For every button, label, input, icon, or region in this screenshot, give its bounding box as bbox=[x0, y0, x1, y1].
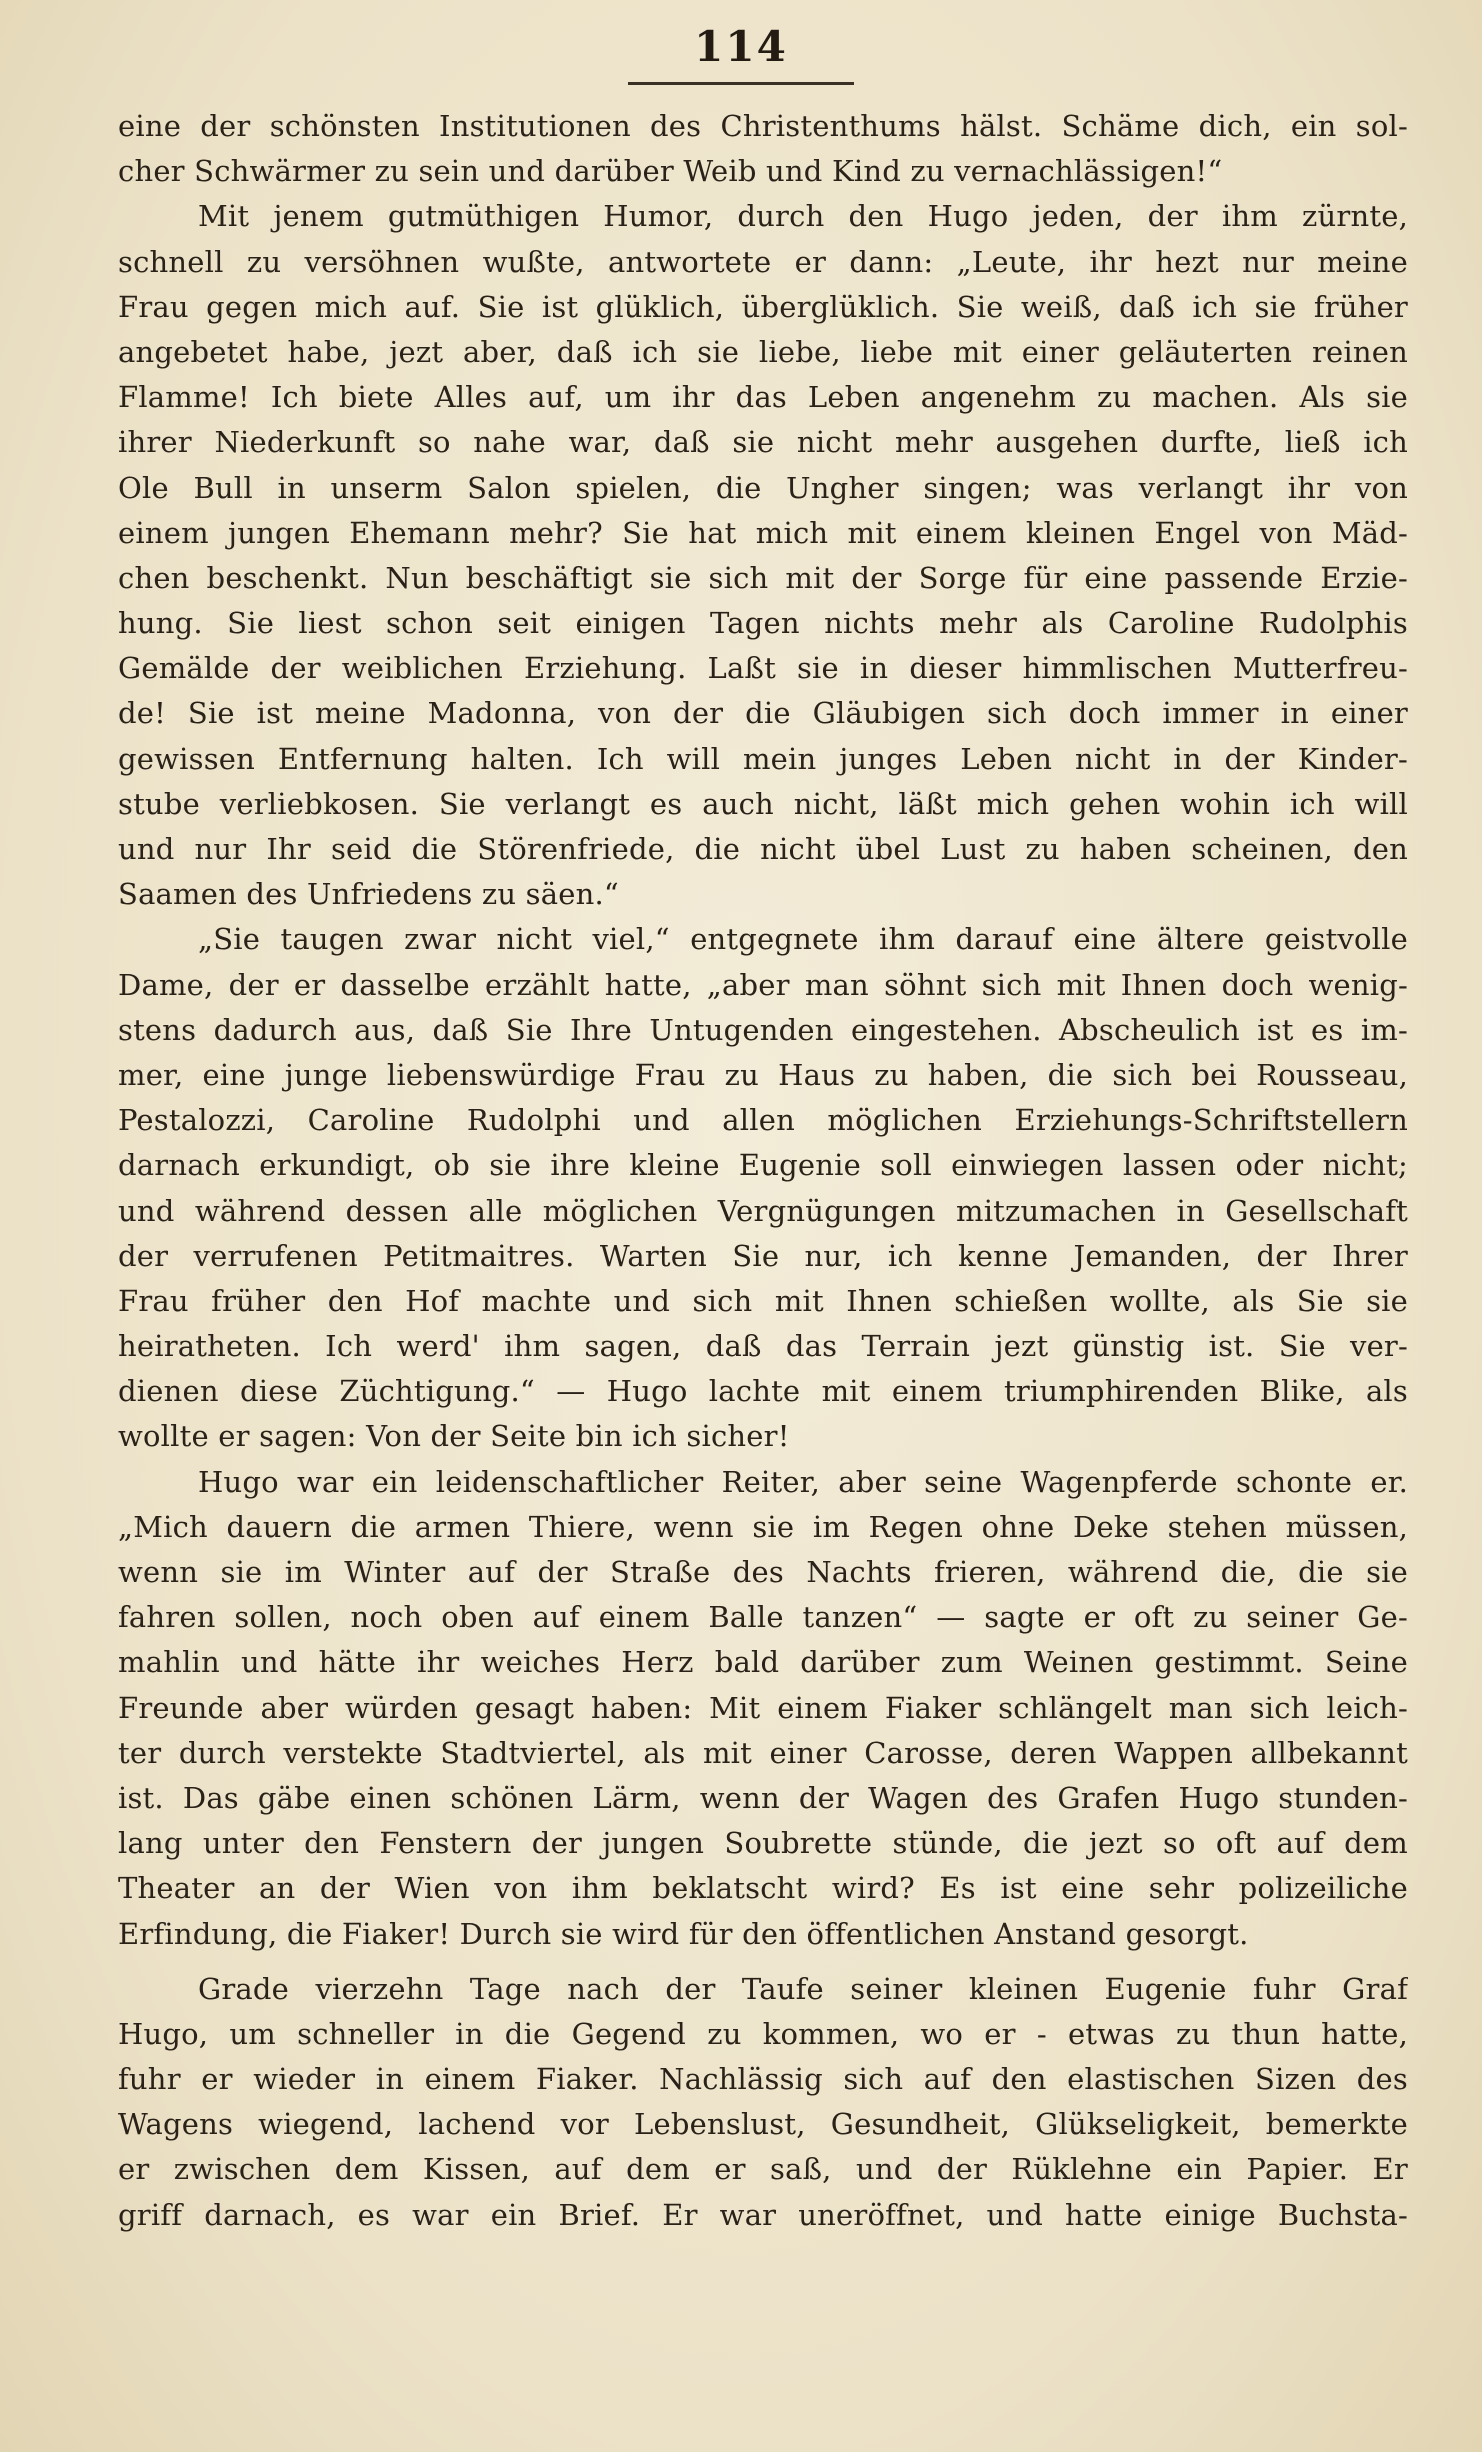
text-line: eine der schönsten Institutionen des Christenthums hälst. Schäme dich, ein sol- bbox=[118, 109, 1408, 143]
text-line: fuhr er wieder in einem Fiaker. Nachlässig sich auf den elastischen Sizen des bbox=[118, 2062, 1408, 2097]
text-line: gewissen Entfernung halten. Ich will mein junges Leben nicht in der Kinder- bbox=[118, 741, 1408, 776]
text-line: ter durch verstekte Stadtviertel, als mit einer Carosse, deren Wappen allbekannt bbox=[118, 1735, 1408, 1770]
page-number: 114 bbox=[694, 22, 788, 71]
text-line: und nur Ihr seid die Störenfriede, die nicht übel Lust zu haben scheinen, den bbox=[118, 832, 1408, 866]
text-line: chen beschenkt. Nun beschäftigt sie sich mit der Sorge für eine passende Erzie- bbox=[118, 560, 1408, 595]
text-line: Flamme! Ich biete Alles auf, um ihr das Leben angenehm zu machen. Als sie bbox=[118, 380, 1408, 415]
text-line: Saamen des Unfriedens zu säen.“ bbox=[118, 877, 619, 912]
text-line: Gemälde der weiblichen Erziehung. Laßt sie in dieser himmlischen Mutterfreu- bbox=[118, 651, 1408, 686]
text-line: Frau früher den Hof machte und sich mit Ihnen schießen wollte, als Sie sie bbox=[118, 1283, 1408, 1318]
text-line: mahlin und hätte ihr weiches Herz bald darüber zum Weinen gestimmt. Seine bbox=[118, 1645, 1408, 1680]
text-line: angebetet habe, jezt aber, daß ich sie liebe, liebe mit einer geläuterten reinen bbox=[118, 334, 1408, 369]
text-line: hung. Sie liest schon seit einigen Tagen nichts mehr als Caroline Rudolphis bbox=[118, 606, 1408, 641]
text-line: dienen diese Züchtigung.“ — Hugo lachte mit einem triumphirenden Blike, als bbox=[118, 1374, 1408, 1409]
text-line: heiratheten. Ich werd' ihm sagen, daß das Terrain jezt günstig ist. Sie ver- bbox=[118, 1329, 1408, 1364]
text-line: „Mich dauern die armen Thiere, wenn sie im Regen ohne Deke stehen müssen, bbox=[118, 1509, 1408, 1544]
text-line: stube verliebkosen. Sie verlangt es auch nicht, läßt mich gehen wohin ich will bbox=[118, 786, 1408, 821]
text-line: er zwischen dem Kissen, auf dem er saß, und der Rüklehne ein Papier. Er bbox=[118, 2152, 1408, 2187]
header-rule bbox=[628, 82, 854, 85]
text-line: de! Sie ist meine Madonna, von der die Gläubigen sich doch immer in einer bbox=[118, 696, 1408, 731]
text-line: Frau gegen mich auf. Sie ist glüklich, überglüklich. Sie weiß, daß ich sie früher bbox=[118, 289, 1408, 324]
text-line: Theater an der Wien von ihm beklatscht wird? Es ist eine sehr polizeiliche bbox=[118, 1871, 1408, 1906]
text-line: Hugo, um schneller in die Gegend zu kommen, wo er - etwas zu thun hatte, bbox=[118, 2016, 1408, 2051]
text-line: wollte er sagen: Von der Seite bin ich sicher! bbox=[118, 1419, 790, 1454]
text-line: lang unter den Fenstern der jungen Soubrette stünde, die jezt so oft auf dem bbox=[118, 1826, 1408, 1861]
text-line: Pestalozzi, Caroline Rudolphi und allen möglichen Erziehungs-Schriftstellern bbox=[118, 1103, 1408, 1138]
text-line: einem jungen Ehemann mehr? Sie hat mich mit einem kleinen Engel von Mäd- bbox=[118, 515, 1408, 550]
text-line: Grade vierzehn Tage nach der Taufe seiner kleinen Eugenie fuhr Graf bbox=[198, 1971, 1408, 2006]
text-line: und während dessen alle möglichen Vergnügungen mitzumachen in Gesellschaft bbox=[118, 1193, 1408, 1228]
text-line: schnell zu versöhnen wußte, antwortete er dann: „Leute, ihr hezt nur meine bbox=[118, 244, 1408, 279]
text-line: stens dadurch aus, daß Sie Ihre Untugenden eingestehen. Abscheulich ist es im- bbox=[118, 1012, 1408, 1047]
paragraph-gap bbox=[118, 1957, 1408, 1967]
text-line: Mit jenem gutmüthigen Humor, durch den Hugo jeden, der ihm zürnte, bbox=[198, 199, 1408, 234]
text-line: griff darnach, es war ein Brief. Er war uneröffnet, und hatte einige Buchsta- bbox=[118, 2197, 1408, 2232]
text-line: mer, eine junge liebenswürdige Frau zu Haus zu haben, die sich bei Rousseau, bbox=[118, 1057, 1408, 1092]
text-line: darnach erkundigt, ob sie ihre kleine Eugenie soll einwiegen lassen oder nicht; bbox=[118, 1148, 1408, 1183]
text-line: Erfindung, die Fiaker! Durch sie wird für den öffentlichen Anstand gesorgt. bbox=[118, 1916, 1249, 1951]
text-line: Ole Bull in unserm Salon spielen, die Ungher singen; was verlangt ihr von bbox=[118, 470, 1408, 505]
text-line: cher Schwärmer zu sein und darüber Weib und Kind zu vernachlässigen!“ bbox=[118, 154, 1223, 189]
body-text bbox=[118, 104, 1408, 2238]
text-line: ihrer Niederkunft so nahe war, daß sie nicht mehr ausgehen durfte, ließ ich bbox=[118, 425, 1408, 460]
text-line: „Sie taugen zwar nicht viel,“ entgegnete ihm darauf eine ältere geistvolle bbox=[198, 922, 1408, 957]
text-line: Hugo war ein leidenschaftlicher Reiter, aber seine Wagenpferde schonte er. bbox=[198, 1464, 1408, 1499]
text-line: Freunde aber würden gesagt haben: Mit einem Fiaker schlängelt man sich leich- bbox=[118, 1690, 1408, 1725]
text-line: wenn sie im Winter auf der Straße des Nachts frieren, während die, die sie bbox=[118, 1555, 1408, 1589]
text-line: Wagens wiegend, lachend vor Lebenslust, Gesundheit, Glükseligkeit, bemerkte bbox=[118, 2107, 1408, 2142]
text-line: der verrufenen Petitmaitres. Warten Sie nur, ich kenne Jemanden, der Ihrer bbox=[118, 1238, 1408, 1273]
text-line: Dame, der er dasselbe erzählt hatte, „aber man söhnt sich mit Ihnen doch wenig- bbox=[118, 967, 1408, 1002]
text-line: fahren sollen, noch oben auf einem Balle tanzen“ — sagte er oft zu seiner Ge- bbox=[118, 1600, 1408, 1635]
text-line: ist. Das gäbe einen schönen Lärm, wenn der Wagen des Grafen Hugo stunden- bbox=[118, 1780, 1408, 1815]
